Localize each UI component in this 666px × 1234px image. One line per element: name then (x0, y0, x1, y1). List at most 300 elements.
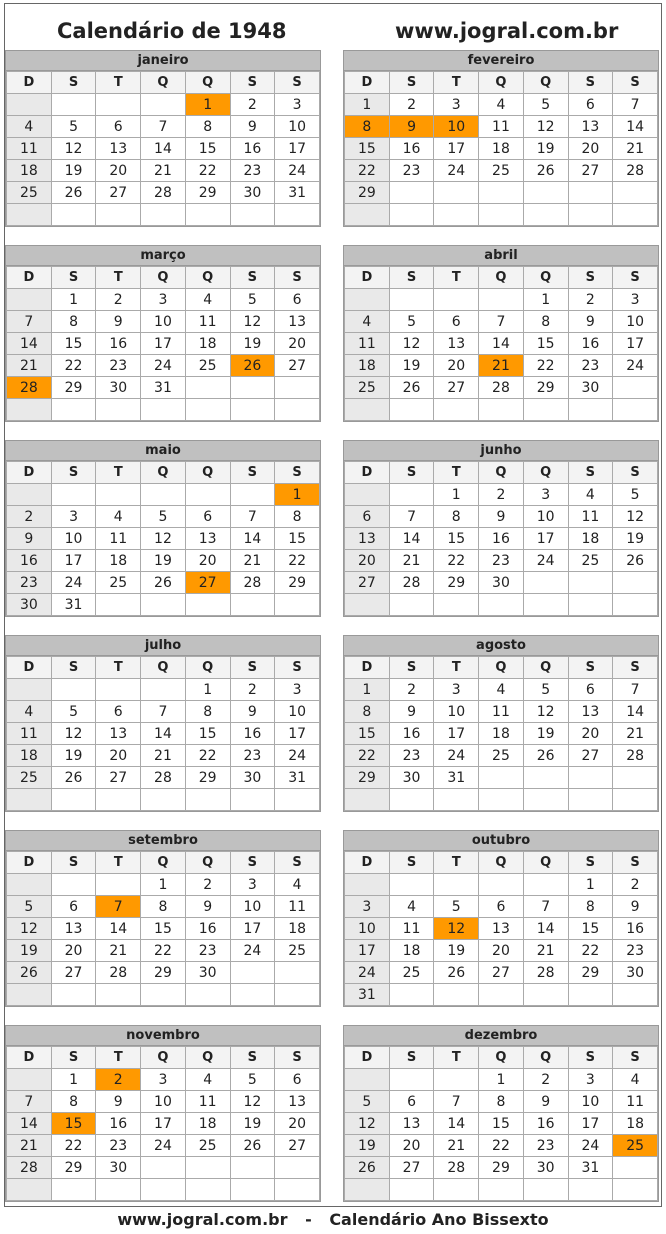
day-cell: 3 (275, 94, 320, 116)
month-table (6, 1046, 320, 1201)
week-row (7, 789, 320, 811)
weekday-header: D (7, 462, 52, 484)
day-cell: 17 (434, 138, 479, 160)
day-cell (51, 1179, 96, 1201)
day-cell: 10 (230, 896, 275, 918)
day-cell: 18 (96, 550, 141, 572)
day-cell: 18 (613, 1113, 658, 1135)
day-cell: 18 (185, 1113, 230, 1135)
day-cell: 11 (479, 701, 524, 723)
day-cell: 1 (51, 1069, 96, 1091)
day-cell (523, 204, 568, 226)
day-cell: 27 (434, 377, 479, 399)
day-cell (275, 1157, 320, 1179)
day-cell: 7 (613, 679, 658, 701)
week-row (345, 767, 658, 789)
day-cell (389, 789, 434, 811)
day-cell: 17 (275, 723, 320, 745)
week-row (7, 138, 320, 160)
day-cell (613, 1179, 658, 1201)
day-cell: 7 (141, 116, 186, 138)
weekday-row (345, 1047, 658, 1069)
day-cell: 8 (523, 311, 568, 333)
holiday-day-cell: 12 (434, 918, 479, 940)
day-cell (345, 874, 390, 896)
day-cell: 23 (96, 355, 141, 377)
weekday-header: S (230, 1047, 275, 1069)
weekday-header: S (275, 852, 320, 874)
weekday-header: S (389, 462, 434, 484)
day-cell: 2 (230, 94, 275, 116)
day-cell: 1 (345, 94, 390, 116)
day-cell (185, 789, 230, 811)
day-cell: 6 (568, 679, 613, 701)
day-cell (345, 289, 390, 311)
day-cell (51, 679, 96, 701)
weekday-header: T (96, 852, 141, 874)
day-cell: 28 (230, 572, 275, 594)
day-cell: 9 (389, 701, 434, 723)
day-cell (479, 182, 524, 204)
day-cell (96, 204, 141, 226)
day-cell: 1 (568, 874, 613, 896)
calendar-page (4, 3, 662, 1207)
weekday-header: Q (479, 1047, 524, 1069)
day-cell: 27 (389, 1157, 434, 1179)
day-cell: 9 (523, 1091, 568, 1113)
day-cell (523, 767, 568, 789)
month-table (6, 266, 320, 421)
weekday-header: S (51, 852, 96, 874)
day-cell (568, 182, 613, 204)
week-row (345, 355, 658, 377)
day-cell: 3 (275, 679, 320, 701)
day-cell: 20 (51, 940, 96, 962)
day-cell: 2 (523, 1069, 568, 1091)
day-cell (51, 94, 96, 116)
week-row (7, 767, 320, 789)
day-cell (51, 484, 96, 506)
day-cell: 18 (185, 333, 230, 355)
day-cell (230, 594, 275, 616)
week-row (7, 984, 320, 1006)
day-cell: 20 (96, 160, 141, 182)
day-cell (96, 94, 141, 116)
weekday-header: Q (141, 657, 186, 679)
holiday-day-cell: 27 (185, 572, 230, 594)
day-cell: 15 (275, 528, 320, 550)
day-cell: 2 (613, 874, 658, 896)
day-cell (275, 962, 320, 984)
day-cell: 25 (185, 1135, 230, 1157)
day-cell: 8 (568, 896, 613, 918)
day-cell (7, 204, 52, 226)
day-cell (7, 874, 52, 896)
day-cell: 25 (7, 767, 52, 789)
day-cell: 2 (568, 289, 613, 311)
day-cell: 13 (389, 1113, 434, 1135)
day-cell: 7 (479, 311, 524, 333)
month-table (6, 851, 320, 1006)
day-cell: 23 (523, 1135, 568, 1157)
day-cell: 5 (230, 289, 275, 311)
day-cell: 15 (141, 918, 186, 940)
day-cell: 6 (275, 1069, 320, 1091)
day-cell: 27 (275, 1135, 320, 1157)
day-cell: 11 (7, 723, 52, 745)
month-name: maio (6, 441, 320, 461)
weekday-header: S (613, 852, 658, 874)
week-row (345, 289, 658, 311)
day-cell: 16 (230, 723, 275, 745)
day-cell (479, 1179, 524, 1201)
weekday-row (345, 72, 658, 94)
day-cell (275, 789, 320, 811)
day-cell: 28 (613, 160, 658, 182)
day-cell (275, 594, 320, 616)
day-cell: 21 (523, 940, 568, 962)
weekday-header: Q (479, 657, 524, 679)
day-cell: 2 (479, 484, 524, 506)
weekday-header: S (51, 462, 96, 484)
day-cell: 13 (345, 528, 390, 550)
week-row (345, 138, 658, 160)
weekday-header: S (389, 72, 434, 94)
week-row (345, 1091, 658, 1113)
weekday-header: S (568, 1047, 613, 1069)
day-cell (7, 1179, 52, 1201)
day-cell: 24 (523, 550, 568, 572)
day-cell: 4 (185, 1069, 230, 1091)
day-cell (230, 484, 275, 506)
day-cell: 7 (7, 1091, 52, 1113)
week-row (345, 745, 658, 767)
weekday-header: T (434, 267, 479, 289)
month-name: março (6, 246, 320, 266)
weekday-header: S (389, 1047, 434, 1069)
page-title: Calendário de 1948 (57, 19, 287, 43)
day-cell (523, 594, 568, 616)
day-cell: 20 (434, 355, 479, 377)
day-cell (523, 984, 568, 1006)
day-cell: 13 (568, 701, 613, 723)
day-cell: 13 (51, 918, 96, 940)
day-cell: 4 (389, 896, 434, 918)
day-cell: 25 (185, 355, 230, 377)
day-cell: 6 (389, 1091, 434, 1113)
day-cell: 18 (568, 528, 613, 550)
day-cell: 31 (568, 1157, 613, 1179)
weekday-header: D (345, 657, 390, 679)
day-cell (7, 1069, 52, 1091)
day-cell: 7 (7, 311, 52, 333)
day-cell: 25 (345, 377, 390, 399)
footer-separator: - (305, 1210, 312, 1229)
day-cell: 23 (613, 940, 658, 962)
weekday-header: Q (185, 1047, 230, 1069)
week-row (7, 311, 320, 333)
weekday-row (345, 657, 658, 679)
day-cell: 29 (345, 767, 390, 789)
holiday-day-cell: 26 (230, 355, 275, 377)
day-cell (96, 874, 141, 896)
day-cell (51, 874, 96, 896)
day-cell (7, 984, 52, 1006)
day-cell (613, 182, 658, 204)
day-cell: 14 (434, 1113, 479, 1135)
weekday-header: S (613, 657, 658, 679)
holiday-day-cell: 25 (613, 1135, 658, 1157)
holiday-day-cell: 1 (275, 484, 320, 506)
day-cell: 2 (7, 506, 52, 528)
day-cell: 6 (479, 896, 524, 918)
day-cell: 9 (96, 311, 141, 333)
day-cell: 5 (141, 506, 186, 528)
day-cell: 19 (613, 528, 658, 550)
weekday-header: Q (523, 657, 568, 679)
day-cell (141, 1157, 186, 1179)
day-cell: 15 (479, 1113, 524, 1135)
week-row (345, 1113, 658, 1135)
day-cell: 28 (613, 745, 658, 767)
day-cell: 18 (345, 355, 390, 377)
day-cell: 8 (51, 311, 96, 333)
day-cell: 16 (389, 723, 434, 745)
weekday-header: D (345, 462, 390, 484)
day-cell: 18 (7, 160, 52, 182)
day-cell: 5 (523, 679, 568, 701)
week-row (345, 896, 658, 918)
day-cell (141, 594, 186, 616)
day-cell: 25 (7, 182, 52, 204)
day-cell: 10 (275, 116, 320, 138)
day-cell: 20 (96, 745, 141, 767)
weekday-header: T (434, 852, 479, 874)
day-cell (389, 484, 434, 506)
day-cell (345, 594, 390, 616)
day-cell: 31 (275, 182, 320, 204)
month-table (6, 71, 320, 226)
weekday-row (7, 462, 320, 484)
week-row (7, 528, 320, 550)
day-cell: 27 (345, 572, 390, 594)
month-9 (343, 830, 659, 1007)
day-cell: 21 (389, 550, 434, 572)
week-row (7, 1157, 320, 1179)
day-cell: 1 (345, 679, 390, 701)
day-cell: 27 (275, 355, 320, 377)
day-cell: 23 (389, 745, 434, 767)
week-row (7, 550, 320, 572)
day-cell: 15 (185, 138, 230, 160)
day-cell (185, 484, 230, 506)
day-cell: 9 (7, 528, 52, 550)
month-table (6, 656, 320, 811)
day-cell: 11 (568, 506, 613, 528)
day-cell: 8 (275, 506, 320, 528)
day-cell: 19 (523, 138, 568, 160)
day-cell (613, 204, 658, 226)
day-cell: 8 (185, 116, 230, 138)
day-cell (185, 594, 230, 616)
day-cell: 23 (568, 355, 613, 377)
day-cell: 17 (613, 333, 658, 355)
day-cell: 7 (523, 896, 568, 918)
weekday-header: Q (141, 1047, 186, 1069)
day-cell (568, 204, 613, 226)
holiday-day-cell: 9 (389, 116, 434, 138)
day-cell: 12 (523, 701, 568, 723)
weekday-header: T (434, 462, 479, 484)
day-cell (613, 767, 658, 789)
day-cell: 9 (185, 896, 230, 918)
week-row (7, 1113, 320, 1135)
month-table (344, 1046, 658, 1201)
month-name: outubro (344, 831, 658, 851)
day-cell: 27 (479, 962, 524, 984)
day-cell: 21 (141, 160, 186, 182)
day-cell: 6 (568, 94, 613, 116)
day-cell: 30 (568, 377, 613, 399)
day-cell: 31 (434, 767, 479, 789)
day-cell (389, 874, 434, 896)
day-cell (434, 289, 479, 311)
holiday-day-cell: 8 (345, 116, 390, 138)
day-cell (389, 182, 434, 204)
day-cell (389, 984, 434, 1006)
day-cell: 29 (479, 1157, 524, 1179)
week-row (7, 679, 320, 701)
day-cell: 19 (7, 940, 52, 962)
week-row (7, 333, 320, 355)
site-url: www.jogral.com.br (395, 19, 619, 43)
weekday-header: D (7, 1047, 52, 1069)
day-cell: 5 (523, 94, 568, 116)
week-row (345, 528, 658, 550)
month-name: abril (344, 246, 658, 266)
weekday-header: Q (523, 267, 568, 289)
week-row (345, 572, 658, 594)
day-cell: 28 (479, 377, 524, 399)
day-cell: 30 (389, 767, 434, 789)
week-row (345, 1157, 658, 1179)
day-cell: 19 (230, 333, 275, 355)
month-name: fevereiro (344, 51, 658, 71)
weekday-header: Q (479, 72, 524, 94)
day-cell (230, 399, 275, 421)
day-cell: 9 (230, 701, 275, 723)
day-cell: 3 (230, 874, 275, 896)
month-0 (5, 50, 321, 227)
day-cell: 21 (7, 355, 52, 377)
day-cell: 30 (96, 1157, 141, 1179)
week-row (7, 160, 320, 182)
day-cell: 20 (275, 1113, 320, 1135)
day-cell: 12 (230, 311, 275, 333)
day-cell: 25 (389, 962, 434, 984)
day-cell: 26 (523, 160, 568, 182)
month-2 (5, 245, 321, 422)
weekday-header: Q (523, 72, 568, 94)
day-cell: 15 (345, 723, 390, 745)
day-cell (96, 984, 141, 1006)
week-row (345, 333, 658, 355)
day-cell (523, 182, 568, 204)
day-cell: 19 (141, 550, 186, 572)
weekday-header: Q (185, 267, 230, 289)
weekday-header: S (275, 657, 320, 679)
weekday-row (345, 852, 658, 874)
day-cell: 26 (345, 1157, 390, 1179)
day-cell: 9 (230, 116, 275, 138)
day-cell: 28 (389, 572, 434, 594)
weekday-header: S (568, 72, 613, 94)
weekday-header: S (230, 72, 275, 94)
week-row (7, 377, 320, 399)
day-cell: 29 (434, 572, 479, 594)
day-cell: 23 (389, 160, 434, 182)
week-row (7, 723, 320, 745)
day-cell (434, 789, 479, 811)
weekday-header: Q (141, 462, 186, 484)
month-name: setembro (6, 831, 320, 851)
month-table (344, 71, 658, 226)
week-row (7, 874, 320, 896)
weekday-header: Q (523, 462, 568, 484)
weekday-header: S (275, 72, 320, 94)
day-cell: 28 (434, 1157, 479, 1179)
day-cell: 3 (568, 1069, 613, 1091)
day-cell: 8 (479, 1091, 524, 1113)
week-row (345, 984, 658, 1006)
week-row (7, 940, 320, 962)
day-cell: 11 (389, 918, 434, 940)
day-cell: 31 (345, 984, 390, 1006)
day-cell: 1 (523, 289, 568, 311)
weekday-header: S (230, 657, 275, 679)
week-row (345, 377, 658, 399)
day-cell: 1 (479, 1069, 524, 1091)
day-cell: 9 (613, 896, 658, 918)
month-name: junho (344, 441, 658, 461)
day-cell: 16 (96, 333, 141, 355)
day-cell: 22 (185, 160, 230, 182)
weekday-header: S (275, 267, 320, 289)
week-row (345, 1179, 658, 1201)
week-row (345, 550, 658, 572)
day-cell (523, 874, 568, 896)
week-row (7, 116, 320, 138)
day-cell: 30 (96, 377, 141, 399)
month-11 (343, 1025, 659, 1202)
day-cell: 29 (185, 182, 230, 204)
month-3 (343, 245, 659, 422)
day-cell: 21 (230, 550, 275, 572)
day-cell (230, 377, 275, 399)
month-5 (343, 440, 659, 617)
day-cell: 24 (568, 1135, 613, 1157)
weekday-header: S (51, 72, 96, 94)
weekday-row (345, 462, 658, 484)
week-row (345, 723, 658, 745)
weekday-header: T (96, 72, 141, 94)
day-cell (230, 1179, 275, 1201)
day-cell: 13 (479, 918, 524, 940)
day-cell (479, 874, 524, 896)
day-cell: 26 (51, 182, 96, 204)
day-cell (613, 377, 658, 399)
weekday-header: S (230, 852, 275, 874)
